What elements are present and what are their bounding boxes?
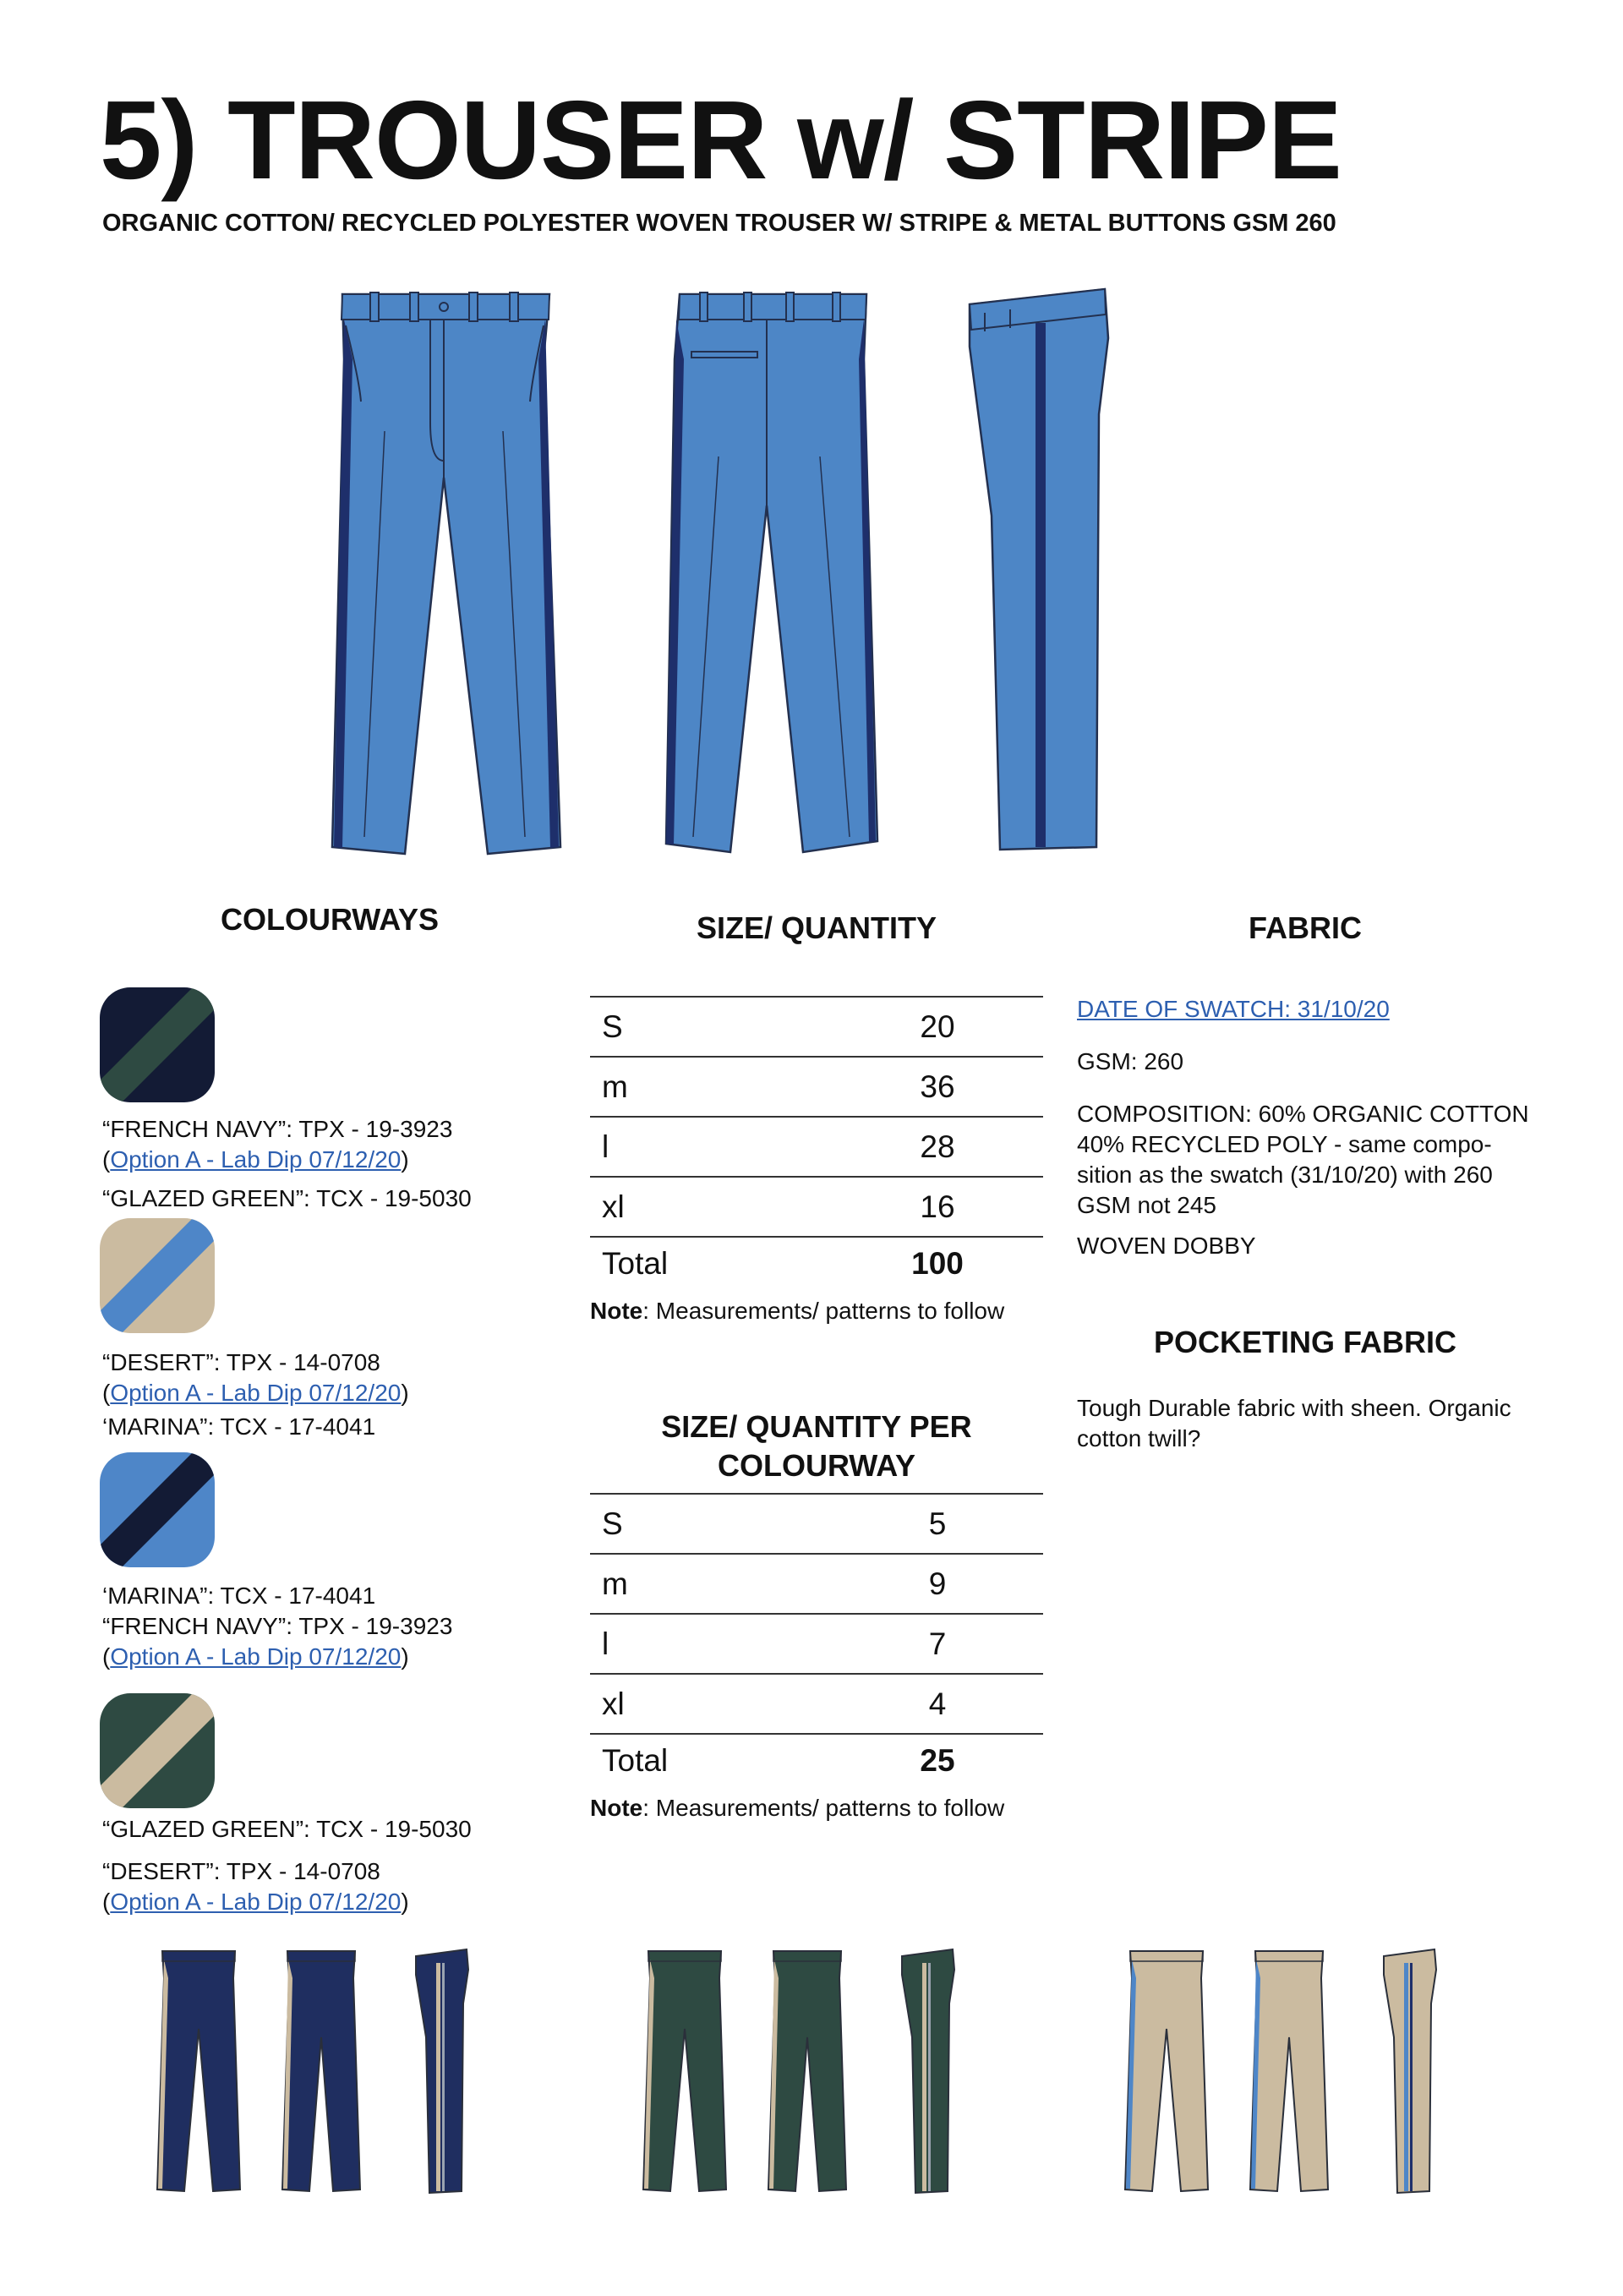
- front-thumbnail: [1125, 1951, 1208, 2191]
- qty-cell: 20: [832, 997, 1043, 1057]
- heading-line-2: COLOURWAY: [717, 1448, 916, 1483]
- composition-line: sition as the swatch (31/10/20) with 260: [1077, 1162, 1493, 1188]
- colourway-swatch-1: [100, 987, 215, 1102]
- size-cell: S: [590, 1494, 832, 1554]
- lab-dip-link[interactable]: Option A - Lab Dip 07/12/20: [110, 1889, 402, 1915]
- size-cell: S: [590, 997, 832, 1057]
- pocketing-fabric-heading: POCKETING FABRIC: [1153, 1325, 1456, 1359]
- side-thumbnail-stripe: [436, 1963, 440, 2191]
- size-cell: xl: [590, 1674, 832, 1734]
- swatch-date-link[interactable]: DATE OF SWATCH: 31/10/20: [1077, 996, 1390, 1022]
- heading-line-1: SIZE/ QUANTITY PER: [661, 1409, 972, 1444]
- colourways-heading: COLOURWAYS: [220, 902, 440, 937]
- colourway-swatch-4: [100, 1693, 215, 1808]
- table-row: [590, 1614, 1043, 1674]
- qty-cell: 36: [832, 1057, 1043, 1117]
- side-thumbnail-stripe-accent: [442, 1963, 445, 2191]
- composition-line: COMPOSITION: 60% ORGANIC COTTON: [1077, 1101, 1529, 1127]
- fabric-gsm: GSM: 260: [1077, 1048, 1184, 1074]
- note-text: : Measurements/ patterns to follow: [642, 1795, 1005, 1821]
- lab-dip-link[interactable]: Option A - Lab Dip 07/12/20: [110, 1380, 402, 1406]
- page-title: 5) TROUSER w/ STRIPE: [100, 78, 1342, 202]
- side-thumbnail-stripe: [922, 1963, 926, 2191]
- pocketing-line: Tough Durable fabric with sheen. Organic: [1077, 1395, 1511, 1421]
- back-thumbnail: [768, 1951, 846, 2191]
- lab-dip-link[interactable]: Option A - Lab Dip 07/12/20: [110, 1643, 402, 1670]
- back-thumbnail: [282, 1951, 360, 2191]
- back-view-flat: [659, 279, 879, 862]
- colourway-swatch-3: [100, 1452, 215, 1567]
- colourway-1-line-3: “GLAZED GREEN”: TCX - 19-5030: [102, 1185, 472, 1211]
- back-thumbnail: [1250, 1951, 1328, 2191]
- note-label: Note: [590, 1298, 643, 1324]
- composition-line: 40% RECYCLED POLY - same compo-: [1077, 1131, 1492, 1157]
- colourway-1-line-1: “FRENCH NAVY”: TPX - 19-3923: [102, 1116, 453, 1142]
- qty-cell: 4: [832, 1674, 1043, 1734]
- qty-cell: 5: [832, 1494, 1043, 1554]
- total-row: [590, 1237, 1043, 1290]
- size-cell: m: [590, 1554, 832, 1614]
- size-cell: l: [590, 1117, 832, 1177]
- colourway-4-line-3: (Option A - Lab Dip 07/12/20): [102, 1889, 409, 1915]
- size-quantity-note: [590, 1298, 1004, 1325]
- colourway-3-line-3: (Option A - Lab Dip 07/12/20): [102, 1643, 409, 1670]
- total-row: [590, 1734, 1043, 1787]
- size-cell: l: [590, 1614, 832, 1674]
- total-label: Total: [590, 1237, 832, 1290]
- page-subtitle: ORGANIC COTTON/ RECYCLED POLYESTER WOVEN TROUSER W/ STRIPE & METAL BUTTONS GSM 260: [102, 210, 1336, 237]
- colourway-2-line-1: “DESERT”: TPX - 14-0708: [102, 1349, 380, 1375]
- total-value: 25: [832, 1734, 1043, 1787]
- front-thumbnail: [643, 1951, 726, 2191]
- per-colourway-note: [590, 1795, 1004, 1822]
- fabric-weave: WOVEN DOBBY: [1077, 1233, 1256, 1259]
- table-row: [590, 997, 1043, 1057]
- size-quantity-table: [590, 996, 1043, 1290]
- colourway-1-line-2: (Option A - Lab Dip 07/12/20): [102, 1146, 409, 1173]
- side-view-flat: [959, 279, 1112, 862]
- size-cell: xl: [590, 1177, 832, 1237]
- table-row: [590, 1674, 1043, 1734]
- front-thumbnail: [157, 1951, 240, 2191]
- fabric-composition: [1077, 1099, 1550, 1221]
- colourway-2-line-3: ‘MARINA”: TCX - 17-4041: [102, 1413, 376, 1440]
- colourway-2-line-2: (Option A - Lab Dip 07/12/20): [102, 1380, 409, 1406]
- qty-cell: 28: [832, 1117, 1043, 1177]
- note-text: : Measurements/ patterns to follow: [642, 1298, 1005, 1324]
- qty-cell: 16: [832, 1177, 1043, 1237]
- pocketing-description: [1077, 1393, 1550, 1454]
- thumbnail-group-navy: [152, 1944, 507, 2198]
- table-row: [590, 1494, 1043, 1554]
- colourway-3-line-1: ‘MARINA”: TCX - 17-4041: [102, 1583, 376, 1609]
- size-cell: m: [590, 1057, 832, 1117]
- pocketing-line: cotton twill?: [1077, 1425, 1201, 1451]
- size-quantity-heading: SIZE/ QUANTITY: [696, 910, 937, 945]
- front-view-flat: [325, 279, 562, 862]
- lab-dip-link[interactable]: Option A - Lab Dip 07/12/20: [110, 1146, 402, 1173]
- table-row: [590, 1057, 1043, 1117]
- colourway-3-line-2: “FRENCH NAVY”: TPX - 19-3923: [102, 1613, 453, 1639]
- side-thumbnail-stripe: [1404, 1963, 1408, 2191]
- table-row: [590, 1177, 1043, 1237]
- side-thumbnail-stripe-accent: [928, 1963, 931, 2191]
- total-label: Total: [590, 1734, 832, 1787]
- qty-cell: 9: [832, 1554, 1043, 1614]
- colourway-4-line-1: “GLAZED GREEN”: TCX - 19-5030: [102, 1816, 472, 1842]
- thumbnail-group-green: [638, 1944, 993, 2198]
- note-label: Note: [590, 1795, 643, 1821]
- qty-cell: 7: [832, 1614, 1043, 1674]
- total-value: 100: [832, 1237, 1043, 1290]
- composition-line: GSM not 245: [1077, 1192, 1216, 1218]
- size-quantity-per-colourway-heading: [590, 1408, 1043, 1485]
- colourway-swatch-2: [100, 1218, 215, 1333]
- fabric-heading: FABRIC: [1249, 910, 1362, 945]
- table-row: [590, 1117, 1043, 1177]
- thumbnail-group-desert: [1120, 1944, 1475, 2198]
- colourway-4-line-2: “DESERT”: TPX - 14-0708: [102, 1858, 380, 1884]
- side-thumbnail-stripe-accent: [1410, 1963, 1413, 2191]
- table-row: [590, 1554, 1043, 1614]
- size-quantity-per-colourway-table: [590, 1493, 1043, 1787]
